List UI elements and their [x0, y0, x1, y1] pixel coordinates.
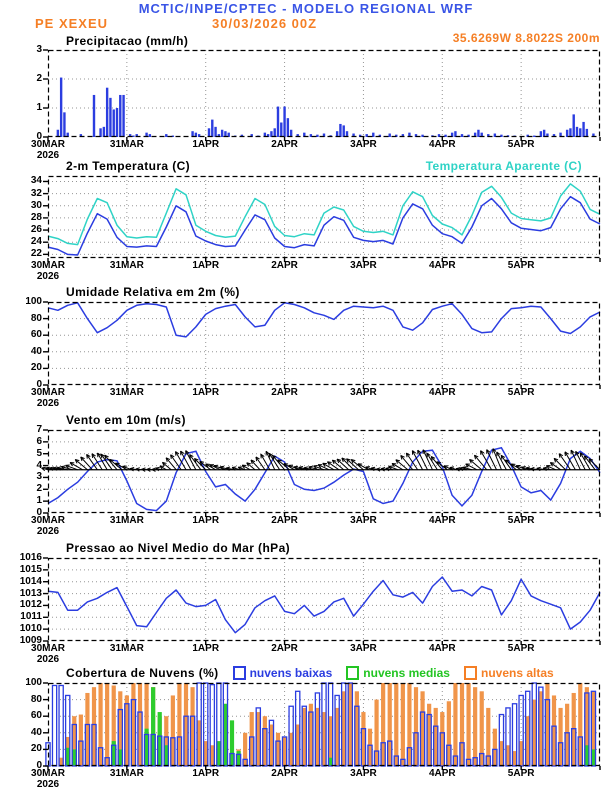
x-axis-label: 30MAR — [31, 260, 65, 271]
precip-bar — [569, 128, 571, 137]
y-axis-label: 7 — [36, 424, 42, 435]
clouds-plot — [48, 683, 600, 766]
precip-bar — [106, 88, 108, 137]
x-axis-label: 30MAR — [31, 768, 65, 779]
y-axis-label: 28 — [30, 211, 42, 223]
x-axis-label: 30MAR — [31, 515, 65, 526]
y-axis-label: 20 — [30, 743, 42, 755]
y-axis-label: 80 — [30, 693, 42, 705]
x-axis-label: 31MAR — [109, 768, 144, 779]
y-axis-label: 40 — [30, 345, 42, 357]
x-axis-label: 3APR — [350, 139, 377, 150]
y-axis-label: 40 — [30, 726, 42, 738]
y-axis-label: 1011 — [20, 611, 42, 623]
cloud-bar-nuvens-altas — [394, 683, 398, 766]
x-axis-label: 30MAR — [31, 387, 65, 398]
precip-bar — [421, 135, 423, 137]
pressure-plot — [48, 558, 600, 641]
x-axis-label: 2APR — [271, 643, 298, 654]
panel-title-clouds: Cobertura de Nuvens (%) — [66, 666, 219, 680]
y-axis-label: 1013 — [19, 587, 42, 599]
precip-bar — [221, 130, 223, 137]
humidity-line — [48, 303, 600, 337]
x-axis-label: 31MAR — [109, 139, 144, 150]
precip-bar — [119, 95, 121, 137]
precip-bar — [99, 128, 101, 137]
y-axis-label: 2 — [36, 73, 42, 84]
y-axis-label: 6 — [36, 435, 42, 447]
x-axis-label: 5APR — [507, 768, 535, 779]
precip-bar — [576, 127, 578, 137]
x-axis-label: 1APR — [192, 139, 220, 150]
x-axis-label: 1APR — [192, 515, 220, 526]
y-axis-label: 4 — [36, 459, 42, 471]
precip-bar — [444, 135, 446, 137]
panel-title-precipitation: Precipitacao (mm/h) — [66, 34, 189, 48]
x-axis-label: 31MAR — [109, 387, 144, 398]
x-axis-year-label: 2026 — [36, 526, 60, 537]
precip-bar — [573, 114, 575, 137]
precip-bar — [63, 112, 65, 137]
cloud-bar-nuvens-altas — [401, 683, 405, 766]
y-axis-label: 5 — [36, 447, 42, 459]
x-axis-label: 3APR — [350, 387, 377, 398]
humidity-chart — [48, 302, 600, 385]
station-coordinates: 35.6269W 8.8022S 200m — [452, 31, 600, 45]
y-axis-label: 0 — [36, 507, 42, 518]
plot-frame — [49, 431, 600, 513]
precip-bar — [316, 135, 318, 137]
temperature-chart — [48, 176, 600, 258]
y-axis-label: 24 — [30, 236, 42, 248]
wind-chart — [48, 430, 600, 513]
precip-bar — [165, 134, 167, 137]
x-axis-year-label: 2026 — [36, 398, 60, 409]
plot-frame — [49, 559, 600, 641]
y-axis-label: 1016 — [19, 552, 42, 563]
y-axis-label: 1015 — [19, 563, 42, 575]
y-axis-label: 60 — [30, 329, 42, 341]
pressure-line — [48, 577, 600, 633]
x-axis-label: 5APR — [507, 643, 535, 654]
y-axis-label: 1 — [36, 102, 42, 113]
legend-label-low-clouds: nuvens baixas — [249, 666, 333, 680]
y-axis-label: 3 — [36, 44, 42, 55]
precipitation-plot — [48, 50, 600, 137]
model-run-timestamp: 30/03/2026 00Z — [212, 16, 318, 31]
precip-bar — [103, 127, 105, 137]
x-axis-label: 4APR — [428, 139, 456, 150]
low-clouds-swatch-icon — [233, 666, 246, 680]
panel-title-wind: Vento em 10m (m/s) — [66, 413, 186, 427]
precip-bar — [586, 129, 588, 137]
panel-title-pressure: Pressao ao Nivel Medio do Mar (hPa) — [66, 541, 291, 555]
legend-label-mid-clouds: nuvens medias — [363, 666, 450, 680]
x-axis-label: 3APR — [350, 260, 377, 271]
precip-bar — [579, 128, 581, 137]
x-axis-label: 4APR — [428, 387, 456, 398]
legend-item-low-clouds — [233, 666, 333, 680]
x-axis-label: 31MAR — [109, 643, 144, 654]
panel-title-temperature: 2-m Temperatura (C) — [66, 159, 191, 173]
clouds-chart — [48, 683, 600, 766]
y-axis-label: 26 — [30, 224, 42, 236]
x-axis-label: 2APR — [271, 768, 298, 779]
precip-bar — [461, 134, 463, 137]
precip-bar — [477, 130, 479, 137]
precip-bar — [113, 109, 115, 137]
cloud-bar-nuvens-altas — [466, 683, 470, 766]
legend-item-high-clouds — [464, 666, 554, 680]
y-axis-label: 100 — [25, 677, 42, 688]
precip-bar — [277, 107, 279, 137]
precip-bar — [214, 127, 216, 137]
cloud-legend — [66, 666, 554, 680]
precip-bar — [287, 118, 289, 137]
temperature-plot — [48, 176, 600, 258]
precip-bar — [116, 108, 118, 137]
precip-bar — [60, 78, 62, 137]
cloud-bar-nuvens-altas — [105, 683, 109, 766]
y-axis-label: 32 — [30, 187, 42, 199]
x-axis-label: 1APR — [192, 768, 220, 779]
y-axis-label: 22 — [30, 248, 42, 260]
cloud-bar-nuvens-baixas — [52, 685, 56, 766]
pressure-chart — [48, 558, 600, 641]
precip-bar — [582, 122, 584, 137]
plot-frame — [49, 51, 600, 137]
x-axis-year-label: 2026 — [36, 271, 60, 282]
y-axis-label: 80 — [30, 312, 42, 324]
y-axis-label: 1012 — [19, 599, 42, 611]
x-axis-label: 5APR — [507, 387, 535, 398]
y-axis-label: 60 — [30, 710, 42, 722]
y-axis-label: 100 — [25, 296, 42, 307]
mid-clouds-swatch-icon — [346, 666, 359, 680]
high-clouds-swatch-icon — [464, 666, 477, 680]
y-axis-label: 1010 — [19, 623, 42, 635]
x-axis-label: 2APR — [271, 515, 298, 526]
x-axis-label: 31MAR — [109, 515, 144, 526]
panel-title-apparent-temperature: Temperatura Aparente (C) — [425, 159, 582, 173]
page-title: MCTIC/INPE/CPTEC - MODELO REGIONAL WRF — [138, 1, 474, 16]
y-axis-label: 0 — [36, 131, 42, 142]
y-axis-label: 2 — [36, 483, 42, 495]
precip-bar — [389, 134, 391, 137]
x-axis-label: 4APR — [428, 515, 456, 526]
panel-title-humidity: Umidade Relativa em 2m (%) — [66, 285, 240, 299]
precip-bar — [149, 134, 151, 137]
wind-barbs — [42, 449, 600, 472]
wind-plot — [48, 430, 600, 513]
x-axis-label: 30MAR — [31, 139, 65, 150]
x-axis-label: 1APR — [192, 643, 220, 654]
x-axis-label: 3APR — [350, 643, 377, 654]
x-axis-label: 4APR — [428, 643, 456, 654]
legend-item-mid-clouds — [346, 666, 450, 680]
precip-bar — [109, 98, 111, 137]
precip-bar — [283, 107, 285, 137]
x-axis-label: 5APR — [507, 515, 535, 526]
x-axis-year-label: 2026 — [36, 779, 60, 790]
x-axis-label: 4APR — [428, 768, 456, 779]
x-axis-label: 3APR — [350, 768, 377, 779]
y-axis-label: 1009 — [19, 635, 42, 646]
y-axis-label: 0 — [36, 379, 42, 390]
x-axis-label: 2APR — [271, 139, 298, 150]
x-axis-year-label: 2026 — [36, 150, 60, 161]
precip-bar — [132, 136, 134, 137]
humidity-plot — [48, 302, 600, 385]
x-axis-label: 30MAR — [31, 643, 65, 654]
x-axis-label: 1APR — [192, 260, 220, 271]
x-axis-label: 1APR — [192, 387, 220, 398]
precipitation-chart — [48, 50, 600, 137]
y-axis-label: 1 — [36, 495, 42, 507]
x-axis-label: 2APR — [271, 387, 298, 398]
station-label: PE XEXEU — [35, 16, 109, 31]
x-axis-label: 5APR — [507, 139, 535, 150]
precip-bar — [122, 95, 124, 137]
precip-bar — [93, 95, 95, 137]
cloud-bar-nuvens-altas — [473, 687, 477, 766]
precip-bar — [343, 125, 345, 137]
x-axis-label: 3APR — [350, 515, 377, 526]
temperature-line — [48, 184, 600, 245]
precip-bar — [533, 136, 535, 137]
precip-bar — [211, 120, 213, 137]
y-axis-label: 20 — [30, 362, 42, 374]
y-axis-label: 34 — [30, 175, 42, 187]
y-axis-label: 30 — [30, 199, 42, 211]
precip-bar — [500, 135, 502, 137]
x-axis-label: 2APR — [271, 260, 298, 271]
precip-bar — [274, 128, 276, 137]
y-axis-label: 3 — [36, 471, 42, 483]
precip-bar — [339, 124, 341, 137]
cloud-bar-nuvens-baixas — [59, 685, 63, 766]
precip-bar — [208, 128, 210, 137]
x-axis-label: 31MAR — [109, 260, 144, 271]
precip-bar — [280, 123, 282, 138]
x-axis-label: 4APR — [428, 260, 456, 271]
x-axis-label: 5APR — [507, 260, 535, 271]
legend-label-high-clouds: nuvens altas — [480, 666, 554, 680]
x-axis-year-label: 2026 — [36, 654, 60, 665]
y-axis-label: 1014 — [19, 575, 42, 587]
cloud-bar-nuvens-altas — [453, 683, 457, 766]
y-axis-label: 0 — [36, 760, 42, 771]
